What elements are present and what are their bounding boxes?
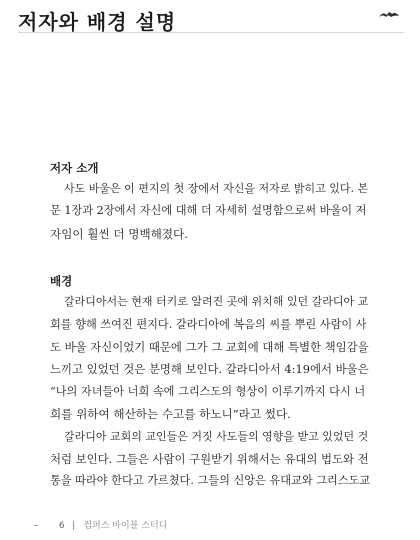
text-line: 도 바울 자신이었기 때문에 그가 그 교회에 대해 특별한 책임감을 — [50, 340, 369, 355]
text-line: 갈라디아 교회의 교인들은 거짓 사도들의 영향을 받고 있었던 것 — [64, 429, 369, 443]
bird-logo-icon — [378, 8, 400, 20]
header-divider — [18, 32, 404, 33]
text-line: 처럼 보인다. 그들은 사람이 구원받기 위해서는 유대의 법도와 전 — [50, 452, 369, 467]
background-paragraph-1 — [50, 291, 370, 425]
background-paragraph-2 — [50, 426, 370, 493]
text-line: 자임이 훨씬 더 명백해졌다. — [50, 226, 188, 241]
book-title: 컴퍼스 바이블 스터디 — [83, 521, 168, 531]
page-footer — [34, 518, 167, 532]
text-line: 문 1장과 2장에서 자신에 대해 더 자세히 설명함으로써 바울이 저 — [50, 204, 367, 218]
text-line: 갈라디아서는 현재 터키로 알려진 곳에 위치해 있던 갈라디아 교 — [64, 295, 369, 309]
text-line: 느끼고 있었던 것은 분명해 보인다. 갈라디아서 4:19에서 바울은 — [50, 362, 369, 377]
author-paragraph — [50, 178, 370, 245]
page-title: 저자와 배경 설명 — [18, 10, 177, 34]
text-line: 통을 따라야 한다고 가르쳤다. 그들의 신앙은 유대교와 그리스도교 — [50, 474, 371, 488]
page-body — [50, 158, 370, 493]
section-heading-author: 저자 소개 — [50, 161, 99, 175]
text-line: 희를 위하여 해산하는 수고를 하노니”라고 썼다. — [50, 407, 291, 422]
section-heading-background: 배경 — [50, 274, 73, 289]
text-line: 회를 향해 쓰여진 편지다. 갈라디아에 복음의 씨를 뿌린 사람이 사 — [50, 317, 367, 331]
text-line: 사도 바울은 이 편지의 첫 장에서 자신을 저자로 밝히고 있다. 본 — [64, 182, 369, 195]
page-number: 6 — [58, 521, 65, 531]
footer-mark — [34, 525, 38, 526]
page-header — [18, 6, 404, 34]
text-line: “나의 자녀들아 너희 속에 그리스도의 형상이 이루기까지 다시 너 — [50, 384, 366, 398]
footer-separator — [73, 521, 74, 530]
